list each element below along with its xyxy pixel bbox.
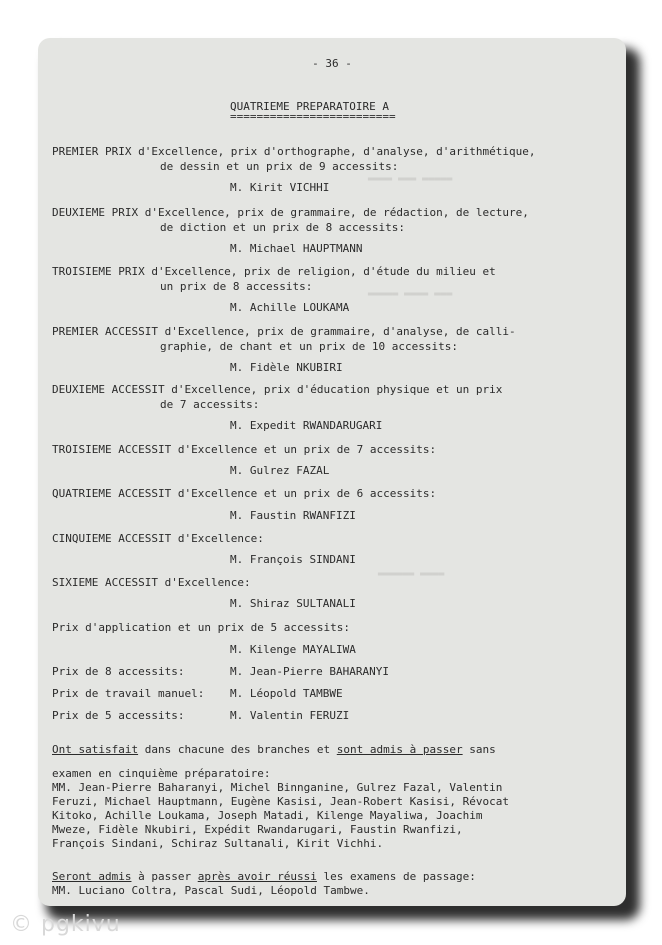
award-winner: M. Kilenge MAYALIWA bbox=[230, 643, 356, 656]
section-title: QUATRIEME PREPARATOIRE A bbox=[230, 100, 389, 113]
award-winner: M. Michael HAUPTMANN bbox=[230, 242, 363, 255]
award-text: PREMIER PRIX d'Excellence, prix d'orthographe, d'analyse, d'arithmétique, bbox=[52, 145, 536, 158]
text-run: à passer bbox=[131, 870, 198, 883]
bleed-through: ▂▂▂▂▂ ▂▂▂▂ ▂▂▂ bbox=[368, 285, 453, 296]
award-winner: M. Faustin RWANFIZI bbox=[230, 509, 356, 522]
exam-intro bbox=[52, 869, 476, 884]
award-text: PREMIER ACCESSIT d'Excellence, prix de grammaire, d'analyse, de calli- bbox=[52, 325, 516, 338]
award-text: TROISIEME ACCESSIT d'Excellence et un prix de 7 accessits: bbox=[52, 443, 437, 456]
award-text: un prix de 8 accessits: bbox=[160, 280, 313, 293]
text-run: dans chacune des branches et bbox=[138, 743, 337, 756]
award-winner: M. Kirit VICHHI bbox=[230, 181, 330, 194]
satisfied-line: Mweze, Fidèle Nkubiri, Expédit Rwandarugari, Faustin Rwanfizi, bbox=[52, 823, 463, 836]
award-text: de dessin et un prix de 9 accessits: bbox=[160, 160, 399, 173]
award-text: CINQUIEME ACCESSIT d'Excellence: bbox=[52, 532, 264, 545]
award-winner: M. Fidèle NKUBIRI bbox=[230, 361, 343, 374]
award-text: Prix d'application et un prix de 5 accessits: bbox=[52, 621, 351, 634]
underlined-phrase: après avoir réussi bbox=[197, 870, 317, 883]
document-page bbox=[38, 38, 626, 906]
text-run: sans bbox=[462, 743, 496, 756]
award-text: QUATRIEME ACCESSIT d'Excellence et un prix de 6 accessits: bbox=[52, 487, 437, 500]
satisfied-line: François Sindani, Schiraz Sultanali, Kirit Vichhi. bbox=[52, 837, 384, 850]
award-text: TROISIEME PRIX d'Excellence, prix de religion, d'étude du milieu et bbox=[52, 265, 496, 278]
text-run: les examens de passage: bbox=[316, 870, 476, 883]
prize-winner: M. Jean-Pierre BAHARANYI bbox=[230, 665, 389, 678]
page-number: - 36 - bbox=[312, 57, 352, 70]
bleed-through: ▂▂▂▂▂▂ ▂▂▂▂ bbox=[378, 565, 445, 576]
award-text: DEUXIEME PRIX d'Excellence, prix de grammaire, de rédaction, de lecture, bbox=[52, 206, 529, 219]
award-text: graphie, de chant et un prix de 10 accessits: bbox=[160, 340, 459, 353]
award-winner: M. François SINDANI bbox=[230, 553, 356, 566]
award-winner: M. Shiraz SULTANALI bbox=[230, 597, 356, 610]
satisfied-line: Kitoko, Achille Loukama, Joseph Matadi, Kilenge Mayaliwa, Joachim bbox=[52, 809, 483, 822]
prize-winner: M. Valentin FERUZI bbox=[230, 709, 350, 722]
satisfied-line: MM. Jean-Pierre Baharanyi, Michel Binnganine, Gulrez Fazal, Valentin bbox=[52, 781, 503, 794]
underlined-phrase: Ont satisfait bbox=[52, 743, 139, 756]
satisfied-line: Feruzi, Michael Hauptmann, Eugène Kasisi, Jean-Robert Kasisi, Révocat bbox=[52, 795, 509, 808]
award-text: de diction et un prix de 8 accessits: bbox=[160, 221, 406, 234]
prize-label: Prix de 8 accessits: bbox=[52, 665, 185, 678]
prize-label: Prix de travail manuel: bbox=[52, 687, 205, 700]
exam-line: MM. Luciano Coltra, Pascal Sudi, Léopold Tambwe. bbox=[52, 884, 370, 897]
award-text: SIXIEME ACCESSIT d'Excellence: bbox=[52, 576, 251, 589]
award-winner: M. Gulrez FAZAL bbox=[230, 464, 330, 477]
award-winner: M. Achille LOUKAMA bbox=[230, 301, 350, 314]
bleed-through: ▂▂▂▂ ▂▂▂ ▂▂▂▂▂ bbox=[368, 170, 453, 181]
prize-label: Prix de 5 accessits: bbox=[52, 709, 185, 722]
watermark: © pgkivu bbox=[10, 912, 121, 937]
award-text: de 7 accessits: bbox=[160, 398, 260, 411]
award-winner: M. Expedit RWANDARUGARI bbox=[230, 419, 383, 432]
underlined-phrase: Seront admis bbox=[52, 870, 132, 883]
award-text: DEUXIEME ACCESSIT d'Excellence, prix d'éducation physique et un prix bbox=[52, 383, 503, 396]
satisfied-intro bbox=[52, 742, 496, 757]
underlined-phrase: sont admis à passer bbox=[336, 743, 463, 756]
satisfied-line: examen en cinquième préparatoire: bbox=[52, 767, 271, 780]
title-underline: ========================= bbox=[230, 110, 396, 123]
prize-winner: M. Léopold TAMBWE bbox=[230, 687, 343, 700]
